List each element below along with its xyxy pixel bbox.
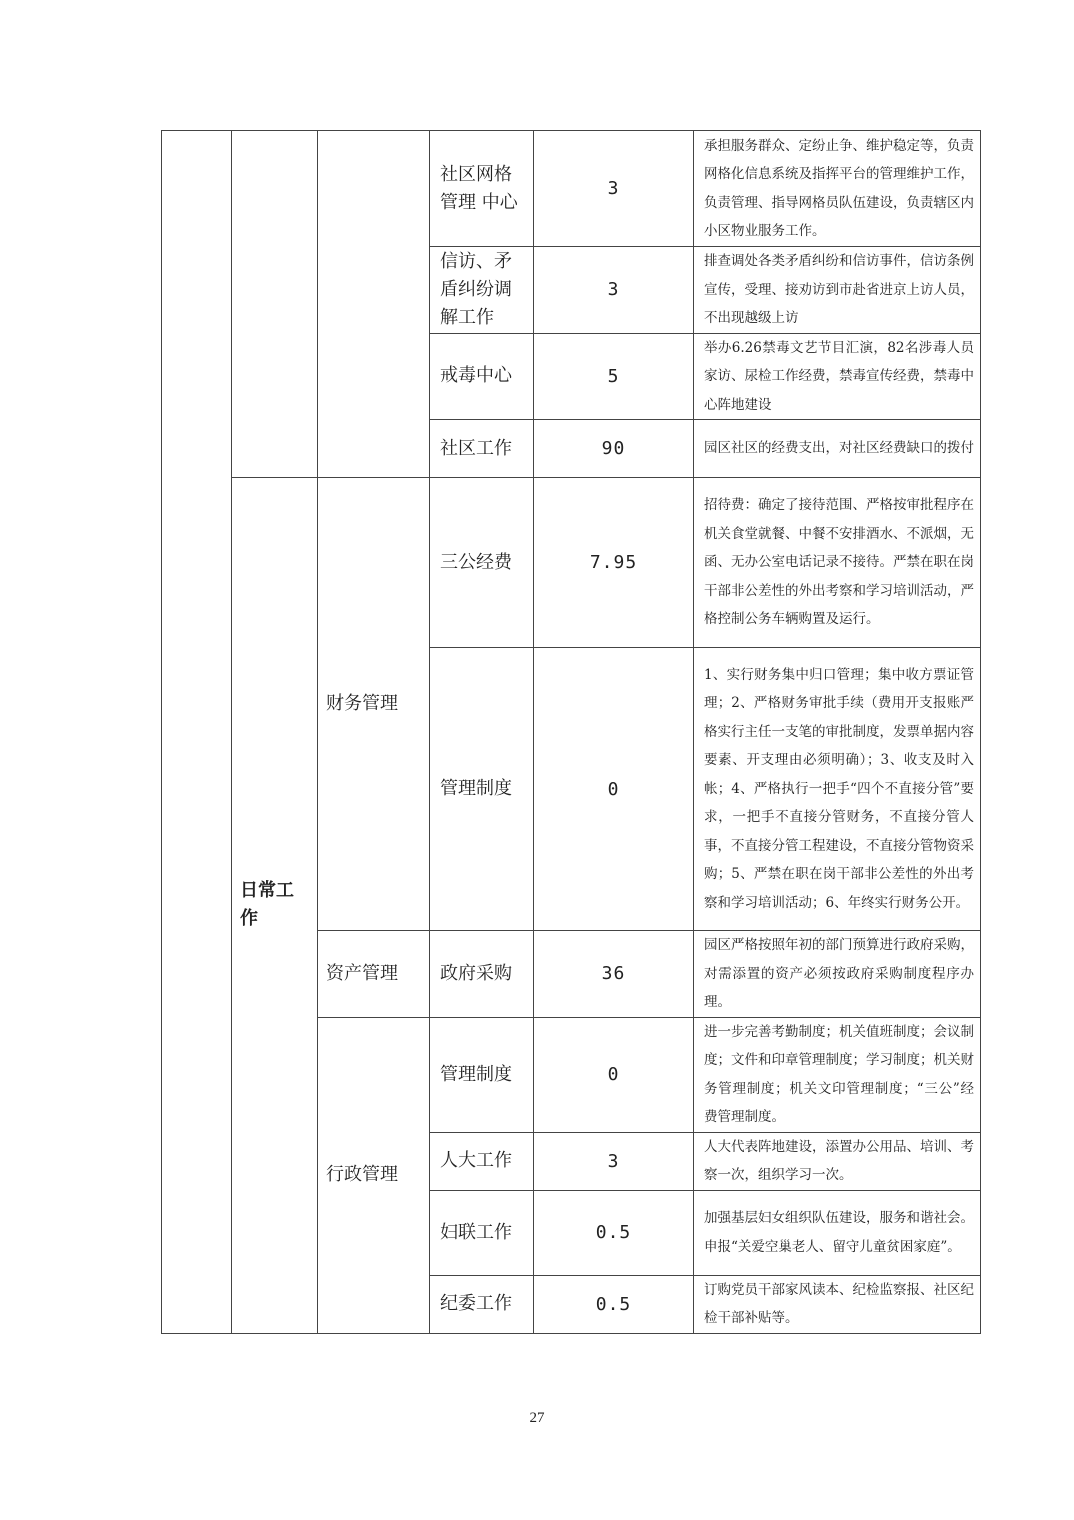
item-cell: 纪委工作 [430,1275,534,1333]
amount-cell: 0 [534,648,694,931]
amount-cell: 3 [534,131,694,247]
description-cell: 排查调处各类矛盾纠纷和信访事件，信访条例宣传，受理、接劝访到市赴省进京上访人员，不出现越级上访 [694,247,981,334]
subcategory-cell: 行政管理 [318,1017,430,1333]
subcategory-cell-blank [318,131,430,478]
category2-cell-blank [232,131,318,478]
amount-cell: 90 [534,420,694,478]
amount-cell: 0.5 [534,1190,694,1275]
description-cell: 1、实行财务集中归口管理；集中收方票证管理；2、严格财务审批手续（费用开支报账严格实行主任一支笔的审批制度，发票单据内容要素、开支理由必须明确）；3、收支及时入帐；4、严格执行一把手“四个不直接分管”要求，一把手不直接分管财务，不直接分管人事，不直接分管工程建设，不直接分管物资采购；5、严禁在职在岗干部非公差性的外出考察和学习培训活动；6、年终实行财务公开。 [694,648,981,931]
item-cell: 管理制度 [430,648,534,931]
table-row [162,131,981,247]
item-cell: 信访、矛盾纠纷调解工作 [430,247,534,334]
expense-table [161,130,981,1334]
description-cell: 加强基层妇女组织队伍建设，服务和谐社会。申报“关爱空巢老人、留守儿童贫困家庭”。 [694,1190,981,1275]
description-cell: 订购党员干部家风读本、纪检监察报、社区纪检干部补贴等。 [694,1275,981,1333]
description-cell: 承担服务群众、定纷止争、维护稳定等，负责网格化信息系统及指挥平台的管理维护工作，负责管理、指导网格员队伍建设，负责辖区内小区物业服务工作。 [694,131,981,247]
category2-cell: 日常工作 [232,478,318,1334]
item-cell: 三公经费 [430,478,534,648]
amount-cell: 0 [534,1017,694,1132]
amount-cell: 3 [534,247,694,334]
amount-cell: 3 [534,1132,694,1190]
item-cell: 政府采购 [430,931,534,1018]
page-number: 27 [529,1410,545,1426]
category-cell-blank [162,131,232,1334]
item-cell: 社区工作 [430,420,534,478]
item-cell: 社区网格管理 中心 [430,131,534,247]
description-cell: 招待费：确定了接待范围、严格按审批程序在机关食堂就餐、中餐不安排酒水、不派烟，无函、无办公室电话记录不接待。严禁在职在岗干部非公差性的外出考察和学习培训活动，严格控制公务车辆购置及运行。 [694,478,981,648]
item-cell: 妇联工作 [430,1190,534,1275]
description-cell: 人大代表阵地建设，添置办公用品、培训、考察一次，组织学习一次。 [694,1132,981,1190]
amount-cell: 36 [534,931,694,1018]
description-cell: 园区社区的经费支出，对社区经费缺口的拨付 [694,420,981,478]
subcategory-cell: 财务管理 [318,478,430,931]
item-cell: 人大工作 [430,1132,534,1190]
amount-cell: 5 [534,333,694,420]
description-cell: 举办6.26禁毒文艺节目汇演，82名涉毒人员家访、尿检工作经费，禁毒宣传经费，禁毒中心阵地建设 [694,333,981,420]
amount-cell: 0.5 [534,1275,694,1333]
subcategory-cell: 资产管理 [318,931,430,1018]
table-row [162,478,981,648]
description-cell: 园区严格按照年初的部门预算进行政府采购，对需添置的资产必须按政府采购制度程序办理。 [694,931,981,1018]
amount-cell: 7.95 [534,478,694,648]
item-cell: 管理制度 [430,1017,534,1132]
item-cell: 戒毒中心 [430,333,534,420]
description-cell: 进一步完善考勤制度；机关值班制度；会议制度；文件和印章管理制度；学习制度；机关财务管理制度；机关文印管理制度；“三公”经费管理制度。 [694,1017,981,1132]
